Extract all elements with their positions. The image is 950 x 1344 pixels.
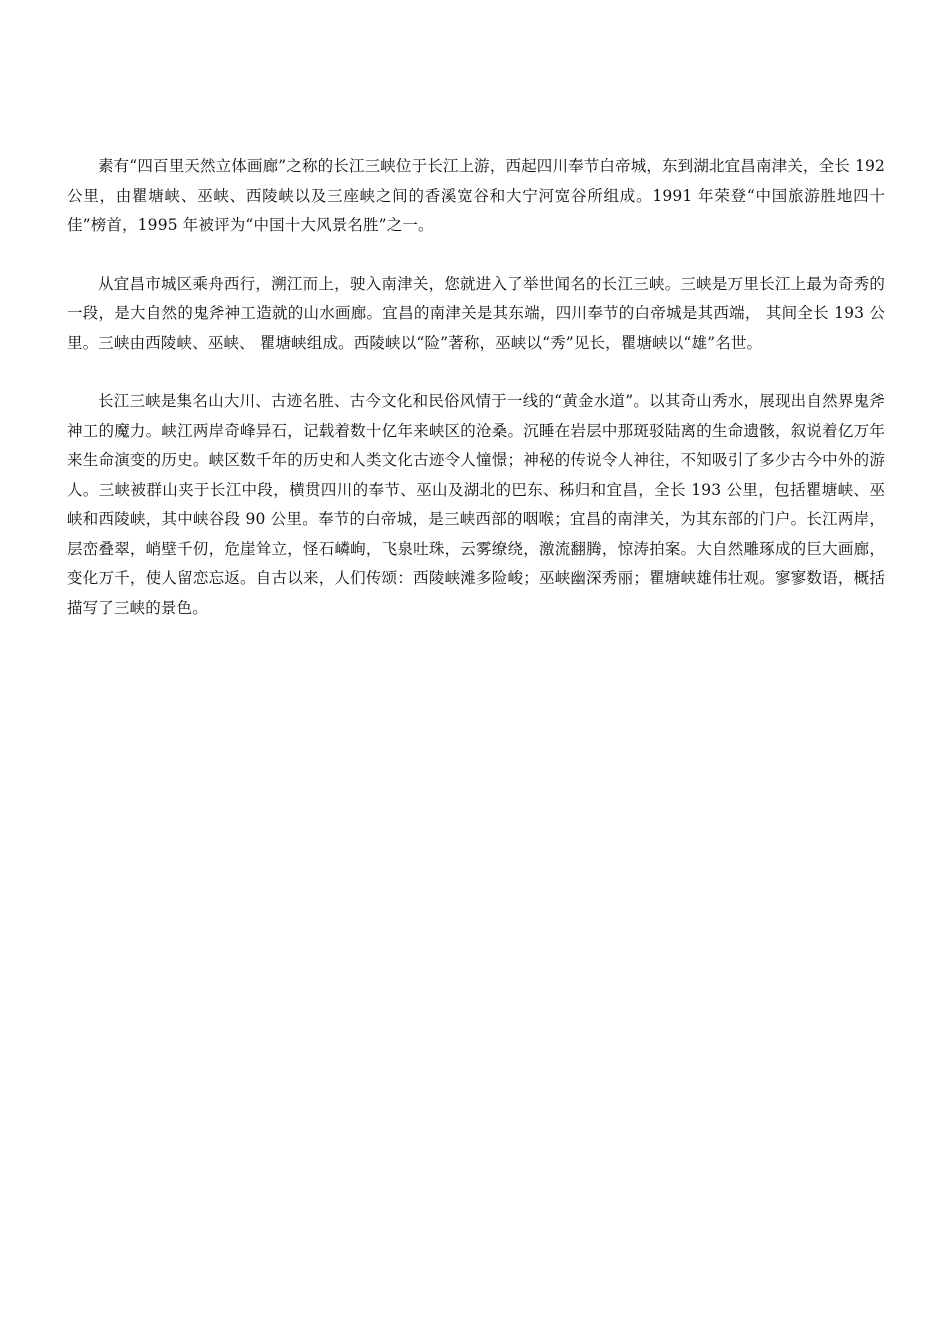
- paragraph-1: 素有“四百里天然立体画廊”之称的长江三峡位于长江上游，西起四川奉节白帝城，东到湖北宜昌南津关，全长 192 公里，由瞿塘峡、巫峡、西陵峡以及三座峡之间的香溪宽谷和大宁河宽谷所组成。1991 年荣登“中国旅游胜地四十佳”榜首，1995 年被评为“中国十大风景名胜”之一。: [67, 157, 885, 234]
- paragraph-2: 从宜昌市城区乘舟西行，溯江而上，驶入南津关，您就进入了举世闻名的长江三峡。三峡是万里长江上最为奇秀的一段，是大自然的鬼斧神工造就的山水画廊。宜昌的南津关是其东端，四川奉节的白帝城是其西端， 其间全长 193 公里。三峡由西陵峡、巫峡、 瞿塘峡组成。西陵峡以“险”著称，巫峡以“秀”见长，瞿塘峡以“雄”名世。: [67, 274, 885, 352]
- paragraph-3: 长江三峡是集名山大川、古迹名胜、古今文化和民俗风情于一线的“黄金水道”。以其奇山秀水，展现出自然界鬼斧神工的魔力。峡江两岸奇峰异石，记载着数十亿年来峡区的沧桑。沉睡在岩层中那斑驳陆离的生命遗骸，叙说着亿万年来生命演变的历史。峡区数千年的历史和人类文化古迹令人憧憬；神秘的传说令人神往，不知吸引了多少古今中外的游人。三峡被群山夹于长江中段，横贯四川的奉节、巫山及湖北的巴东、秭归和宜昌，全长 193 公里，包括瞿塘峡、巫峡和西陵峡，其中峡谷段 90 公里。奉节的白帝城，是三峡西部的咽喉；宜昌的南津关，为其东部的门户。长江两岸，层峦叠翠，峭壁千仞，危崖耸立，怪石嶙峋，飞泉吐珠，云雾缭绕，激流翻腾，惊涛拍案。大自然雕琢成的巨大画廊，变化万千，使人留恋忘返。自古以来，人们传颂：西陵峡滩多险峻；巫峡幽深秀丽；瞿塘峡雄伟壮观。寥寥数语，概括描写了三峡的景色。: [67, 392, 885, 617]
- document-page: [67, 152, 885, 623]
